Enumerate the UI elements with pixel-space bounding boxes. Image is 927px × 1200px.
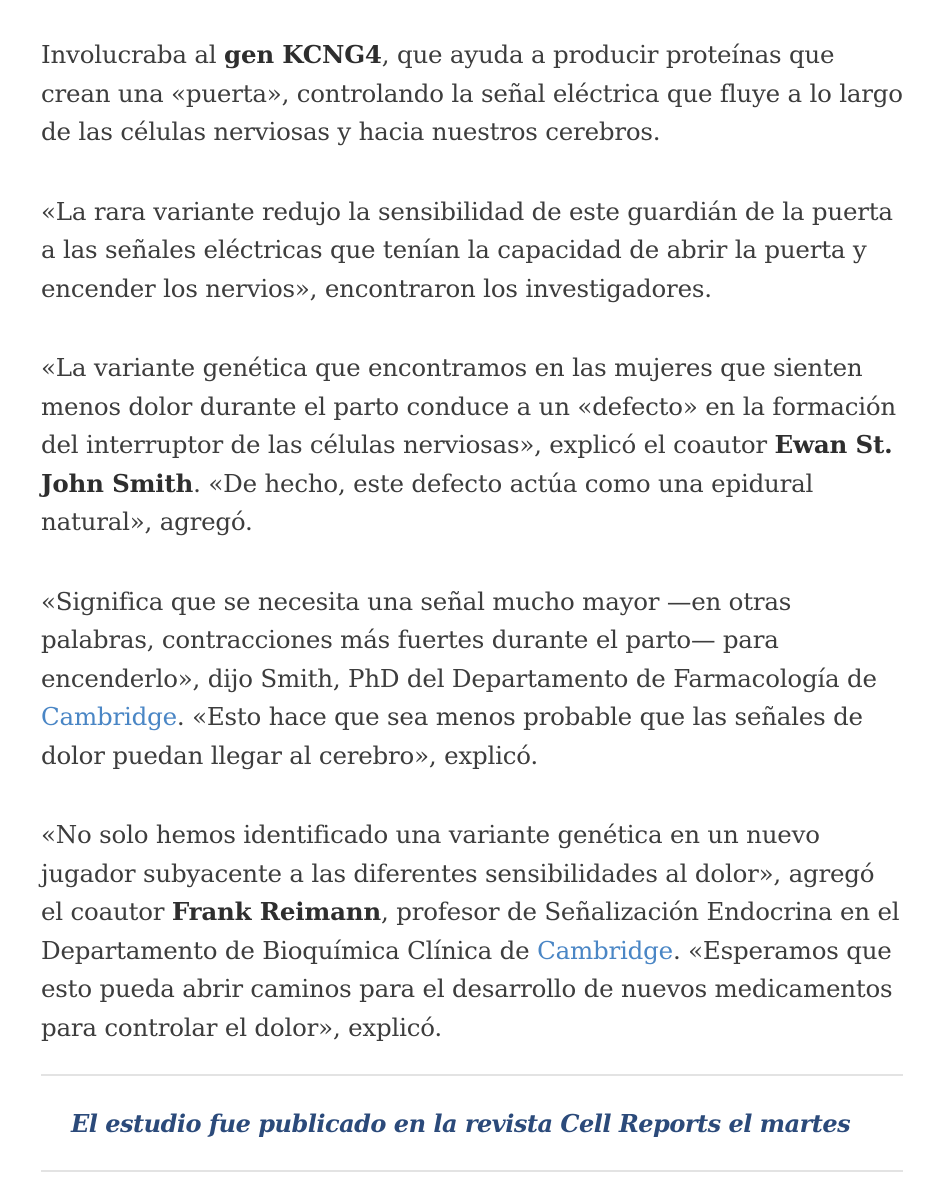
paragraph-4-before: «Significa que se necesita una señal mucho mayor —en otras palabras, contracciones más fuertes durante el parto— para encenderlo», dijo Smith, PhD del Departamento de Farmacología de	[41, 586, 877, 693]
divider-top	[41, 1074, 903, 1076]
person-name-frank: Frank Reimann	[171, 897, 382, 926]
paragraph-1-rest: , que ayuda a producir proteínas que crean una «puerta», controlando la señal eléctrica que fluye a lo largo de las células nerviosas y hacia nuestros cerebros.	[41, 40, 903, 146]
paragraph-2: «La rara variante redujo la sensibilidad de este guardián de la puerta a las señales eléctricas que tenían la capacidad de abrir la puerta y encender los nervios», encontraron los investigadores.	[41, 196, 893, 303]
paragraph-5	[41, 816, 903, 1047]
gene-name: gen KCNG4	[224, 40, 382, 69]
paragraph-5-before: «No solo hemos identificado una variante genética en un nuevo jugador subyacente a las diferentes sensibilidades al dolor», agregó el coautor	[41, 820, 875, 926]
paragraph-3-before: «La variante genética que encontramos en las mujeres que sienten menos dolor durante el parto conduce a un «defecto» en la formación del interruptor de las células nerviosas», explicó el coautor	[41, 353, 896, 459]
person-name-ewan: Ewan St. John Smith	[41, 430, 893, 498]
cambridge-link-1[interactable]: Cambridge	[41, 702, 177, 731]
study-footnote: El estudio fue publicado en la revista Cell Reports el martes	[71, 1109, 851, 1138]
cambridge-link-2[interactable]: Cambridge	[537, 935, 673, 965]
divider-bottom	[41, 1170, 903, 1172]
paragraph-5-middle: , profesor de Señalización Endocrina en el Departamento de Bioquímica Clínica de	[41, 897, 900, 965]
paragraph-1-intro: Involucraba al	[41, 40, 225, 69]
article-body	[41, 36, 903, 1088]
paragraph-3	[41, 349, 903, 542]
paragraph-4	[41, 583, 903, 776]
paragraph-5-after: . «Esperamos que esto pueda abrir caminos para el desarrollo de nuevos medicamentos para controlar el dolor», explicó.	[41, 935, 893, 1042]
paragraph-3-after: . «De hecho, este defecto actúa como una epidural natural», agregó.	[41, 468, 814, 536]
paragraph-1	[41, 36, 903, 152]
paragraph-4-after: . «Esto hace que sea menos probable que las señales de dolor puedan llegar al cerebro», explicó.	[41, 702, 863, 770]
